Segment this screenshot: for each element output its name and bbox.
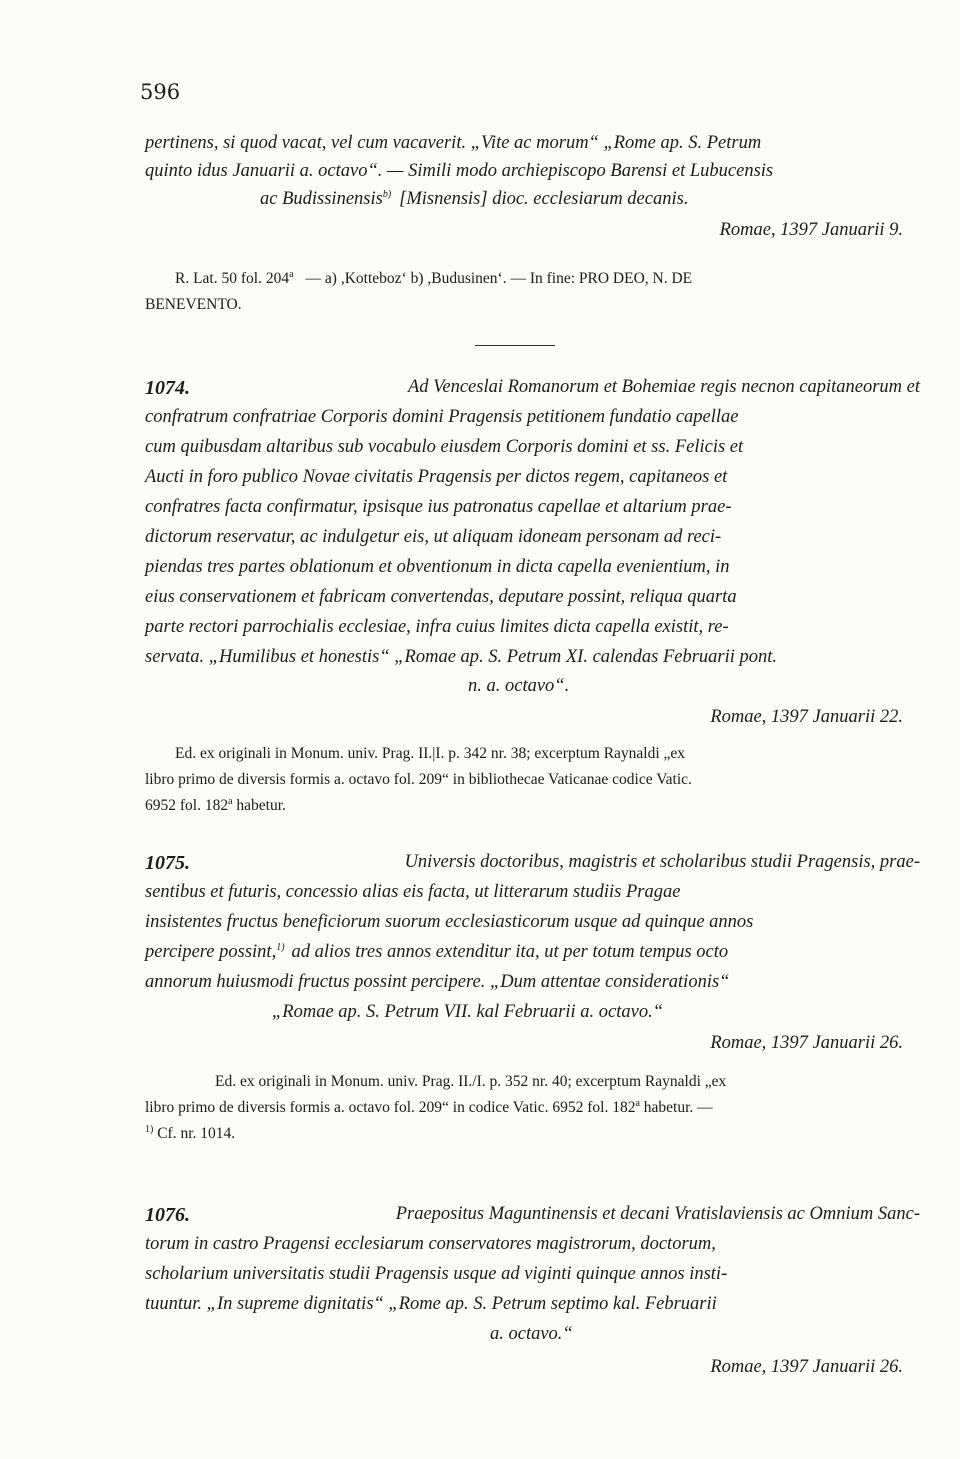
entry-date: Romae, 1397 Januarii 26. <box>710 1357 903 1377</box>
text-fragment: ac Budissinensis <box>260 189 383 209</box>
text-line: eius conservationem et fabricam convertendas, deputare possint, reliqua quarta <box>145 587 737 607</box>
text-fragment: 6952 fol. 182 <box>145 797 229 814</box>
text-line: cum quibusdam altaribus sub vocabulo eiusdem Corporis domini et ss. Felicis et <box>145 437 744 457</box>
text-fragment: ad alios tres annos extenditur ita, ut per totum tempus octo <box>291 942 729 962</box>
entry-date: Romae, 1397 Januarii 9. <box>719 220 903 240</box>
text-line: parte rectori parrochialis ecclesiae, infra cuius limites dicta capella existit, re- <box>145 617 729 637</box>
text-line: piendas tres partes oblationum et obventionum in dicta capella evenientium, in <box>145 557 730 577</box>
text-line: „Romae ap. S. Petrum VII. kal Februarii a. octavo.“ <box>272 1002 664 1022</box>
text-fragment: Universis doctoribus, magistris et scholaribus studii Pragensis, prae- <box>404 852 920 872</box>
text-fragment: [Misnensis] dioc. ecclesiarum decanis. <box>399 189 689 209</box>
text-fragment: libro primo de diversis formis a. octavo fol. 209“ in codice Vatic. 6952 fol. 182 <box>145 1099 636 1116</box>
footnote-marker: 1) <box>145 1123 154 1135</box>
text-line: Aucti in foro publico Novae civitatis Pragensis per dictos regem, capitaneos et <box>145 467 728 487</box>
text-line: confratrum confratriae Corporis domini Pragensis petitionem fundatio capellae <box>145 407 739 427</box>
edition-note <box>145 1099 713 1117</box>
entry-1075-first-line <box>145 852 920 875</box>
source-ref: — a) ,Kotteboz‘ b) ,Budusinen‘. — In fine: PRO DEO, N. DE <box>305 270 693 287</box>
note-marker: a <box>228 795 233 807</box>
footnote-marker: 1) <box>276 941 285 953</box>
text-fragment: percipere possint, <box>145 942 277 962</box>
entry-number: 1075. <box>145 852 190 874</box>
text-line: servata. „Humilibus et honestis“ „Romae ap. S. Petrum XI. calendas Februarii pont. <box>145 647 778 667</box>
footnote <box>145 1125 235 1143</box>
text-line <box>260 189 688 210</box>
page-number: 596 <box>140 80 181 104</box>
text-line: tuuntur. „In supreme dignitatis“ „Rome ap. S. Petrum septimo kal. Februarii <box>145 1294 717 1314</box>
text-line: confratres facta confirmatur, ipsisque ius patronatus capellae et altarium prae- <box>145 497 732 517</box>
entry-number: 1076. <box>145 1204 190 1226</box>
entry-date: Romae, 1397 Januarii 26. <box>710 1033 903 1053</box>
separator-rule <box>475 345 555 346</box>
text-line <box>145 942 728 963</box>
entry-1076-first-line <box>145 1204 920 1227</box>
edition-note: Ed. ex originali in Monum. univ. Prag. II.|I. p. 342 nr. 38; excerptum Raynaldi „ex <box>175 745 686 762</box>
note-marker: a <box>289 268 294 280</box>
entry-number: 1074. <box>145 377 190 399</box>
text-fragment: Praepositus Maguntinensis et decani Vratislaviensis ac Omnium Sanc- <box>395 1204 920 1224</box>
text-line: insistentes fructus beneficiorum suorum ecclesiasticorum usque ad quinque annos <box>145 912 754 932</box>
entry-1074-first-line <box>145 377 920 400</box>
footnote-text: Cf. nr. 1014. <box>153 1125 236 1142</box>
text-line: scholarium universitatis studii Pragensis usque ad viginti quinque annos insti- <box>145 1264 728 1284</box>
text-line: torum in castro Pragensi ecclesiarum conservatores magistrorum, doctorum, <box>145 1234 716 1254</box>
text-fragment: habetur. <box>232 797 286 814</box>
text-line: quinto idus Januarii a. octavo“. — Simili modo archiepiscopo Barensi et Lubucensis <box>145 161 774 181</box>
edition-note: libro primo de diversis formis a. octavo fol. 209“ in bibliothecae Vaticanae codice Vatic. <box>145 771 692 788</box>
edition-note <box>145 797 286 815</box>
note-marker: b) <box>382 188 392 200</box>
text-line: a. octavo.“ <box>490 1324 573 1344</box>
text-line: annorum huiusmodi fructus possint percipere. „Dum attentae considerationis“ <box>145 972 730 992</box>
source-ref: R. Lat. 50 fol. 204 <box>175 270 290 287</box>
entry-date: Romae, 1397 Januarii 22. <box>710 707 903 727</box>
text-fragment: habetur. — <box>639 1099 713 1116</box>
source-note <box>175 270 692 288</box>
text-line: dictorum reservatur, ac indulgetur eis, ut aliquam idoneam personam ad reci- <box>145 527 722 547</box>
text-fragment: Ad Venceslai Romanorum et Bohemiae regis necnon capitaneorum et <box>407 377 920 397</box>
text-line: sentibus et futuris, concessio alias eis facta, ut litterarum studiis Pragae <box>145 882 681 902</box>
source-note: BENEVENTO. <box>145 296 242 313</box>
text-line: n. a. octavo“. <box>468 676 570 696</box>
edition-note: Ed. ex originali in Monum. univ. Prag. II./I. p. 352 nr. 40; excerptum Raynaldi „ex <box>215 1073 727 1090</box>
text-line: pertinens, si quod vacat, vel cum vacaverit. „Vite ac morum“ „Rome ap. S. Petrum <box>145 133 762 153</box>
note-marker: a <box>635 1097 640 1109</box>
